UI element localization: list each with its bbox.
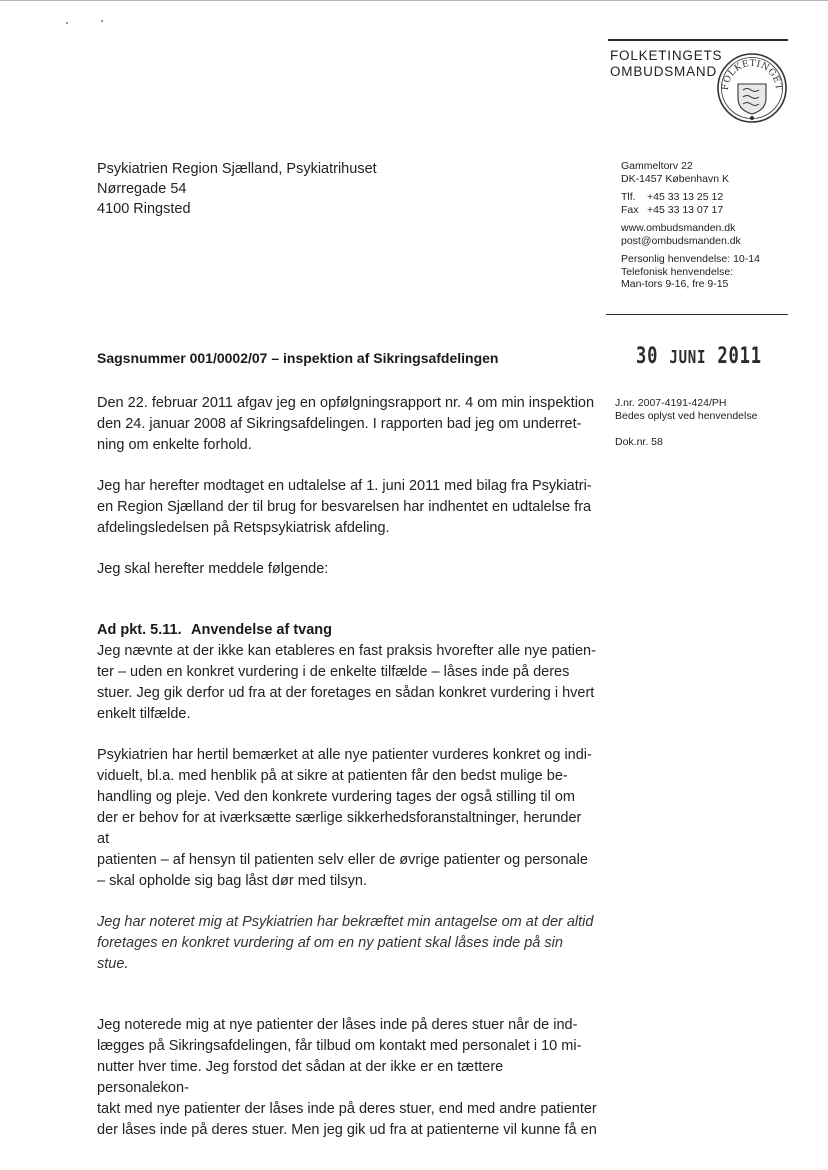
text-line: der låses inde på deres stuer. Men jeg gik ud fra at patienterne vil kunne få en [97,1122,597,1138]
scan-speck [101,20,103,22]
date-stamp-day: 30 [636,344,659,369]
section-heading [97,620,597,641]
text-line: nutter hver time. Jeg forstod det sådan at der ikke er en tættere personalekon- [97,1059,504,1096]
text-line: viduelt, bl.a. med henblik på at sikre at patienten får den bedst mulige be- [97,768,568,784]
date-stamp-month: JUNI [669,347,707,368]
text-line: Jeg har noteret mig at Psykiatrien har bekræftet min antagelse om at der altid [97,914,594,930]
recipient-line: Nørregade 54 [97,181,187,197]
ombudsman-seal-icon [716,52,788,124]
text-line: Jeg har herefter modtaget en udtalelse af 1. juni 2011 med bilag fra Psykiatri- [97,478,592,494]
letterhead-name-line1: FOLKETINGETS [610,48,723,63]
contact-fax: Fax +45 33 13 07 17 [621,203,724,216]
recipient-line: Psykiatrien Region Sjælland, Psykiatrihuset [97,161,377,177]
text-line: den 24. januar 2008 af Sikringsafdelingen. I rapporten bad jeg om underret- [97,416,582,432]
paragraph [97,393,597,456]
contact-phone: Tlf. +45 33 13 25 12 [621,191,724,203]
reference-block [615,397,757,449]
text-line: Psykiatrien har hertil bemærket at alle nye patienter vurderes konkret og indi- [97,747,592,763]
paragraph [97,745,597,892]
paragraph [97,1015,597,1141]
document-number: Dok.nr. 58 [615,436,663,448]
scan-edge-line [0,0,828,1]
text-line: handling og pleje. Ved den konkrete vurdering tages der også stilling til om [97,789,575,805]
letter-subject: Sagsnummer 001/0002/07 – inspektion af Sikringsafdelingen [97,350,499,366]
text-line: Jeg nævnte at der ikke kan etableres en fast praksis hvorefter alle nye patien- [97,643,596,659]
text-line: enkelt tilfælde. [97,706,191,722]
journal-number: J.nr. 2007-4191-424/PH [615,397,727,409]
contact-street: Gammeltorv 22 [621,160,693,172]
text-line: – skal opholde sig bag låst dør med tilsyn. [97,873,367,889]
date-stamp-year: 2011 [717,344,762,369]
text-line: patienten – af hensyn til patienten selv eller de øvrige patienter og personale [97,852,588,868]
journal-note: Bedes oplyst ved henvendelse [615,409,758,422]
section-number: Ad pkt. 5.11. [97,622,182,638]
text-line: afdelingsledelsen på Retspsykiatrisk afdeling. [97,520,390,536]
recipient-address [97,159,377,219]
paragraph: Jeg skal herefter meddele følgende: [97,561,329,577]
text-line: ter – uden en konkret vurdering i de enkelte tilfælde – låses inde på deres [97,664,570,680]
paragraph [97,641,597,725]
sender-contact [621,160,760,297]
contact-hours-line: Telefonisk henvendelse: [621,265,734,278]
contact-email: post@ombudsmanden.dk [621,234,741,247]
svg-text:FOLKETINGET: FOLKETINGET [720,58,784,91]
text-line: der er behov for at iværksætte særlige sikkerhedsforanstaltninger, herunder at [97,810,582,847]
letterhead-name-line2: OMBUDSMAND [610,64,718,79]
date-stamp [636,344,762,369]
italic-paragraph [97,912,597,975]
letterhead-name [610,48,722,80]
paragraph [97,476,597,539]
letter-body [97,393,597,1141]
text-line: stuer. Jeg gik derfor ud fra at der foretages en sådan konkret vurdering i hvert [97,685,595,701]
text-line: en Region Sjælland der til brug for besvarelsen har indhentet en udtalelse fra [97,499,592,515]
text-line: lægges på Sikringsafdelingen, får tilbud om kontakt med personalet i 10 mi- [97,1038,582,1054]
letterhead-rule [608,39,788,41]
text-line: takt med nye patienter der låses inde på deres stuer, end med andre patienter [97,1101,597,1117]
recipient-line: 4100 Ringsted [97,201,191,217]
contact-website: www.ombudsmanden.dk [621,222,736,234]
text-line: Jeg noterede mig at nye patienter der låses inde på deres stuer når de ind- [97,1017,578,1033]
text-line: Den 22. februar 2011 afgav jeg en opfølgningsrapport nr. 4 om min inspektion [97,395,595,411]
contact-rule [606,314,788,315]
section-title: Anvendelse af tvang [191,622,333,638]
text-line: ning om enkelte forhold. [97,437,252,453]
contact-hours-line: Personlig henvendelse: 10-14 [621,253,760,265]
scan-speck [66,22,68,24]
contact-city: DK-1457 København K [621,172,729,185]
contact-hours-line: Man-tors 9-16, fre 9-15 [621,278,729,290]
text-line: foretages en konkret vurdering af om en ny patient skal låses inde på sin stue. [97,935,563,972]
